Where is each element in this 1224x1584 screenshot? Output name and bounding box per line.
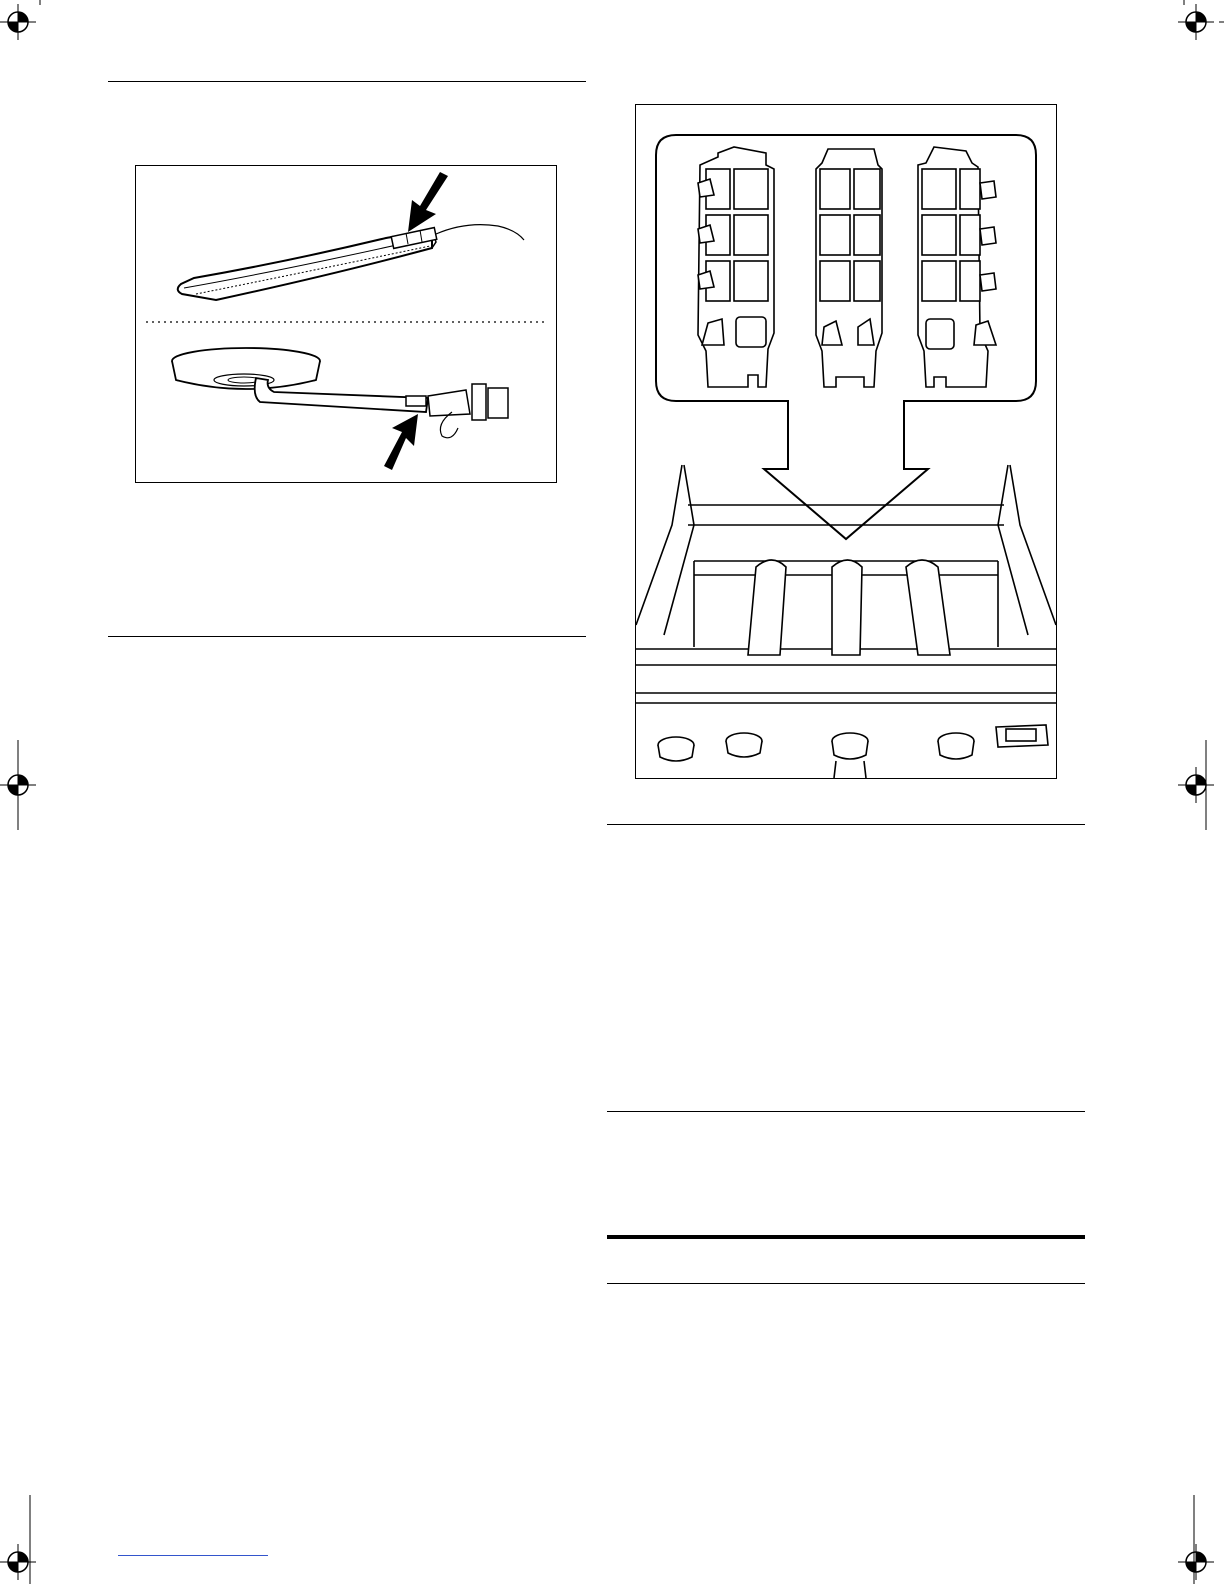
section-rule-right-2 xyxy=(607,1111,1085,1112)
footer-link-underline xyxy=(118,1555,268,1556)
section-rule-right-thick xyxy=(607,1235,1085,1239)
section-rule-top-left xyxy=(108,81,586,82)
burner-tube-and-side-burner-drawing-icon xyxy=(136,166,556,482)
section-rule-right-1 xyxy=(607,824,1085,825)
burner-tube-figure xyxy=(135,165,557,483)
flavorizer-bars-figure xyxy=(635,104,1057,779)
section-rule-mid-left xyxy=(108,636,586,637)
flavorizer-bars-over-burner-tubes-drawing-icon xyxy=(636,105,1056,778)
section-rule-right-3 xyxy=(607,1283,1085,1284)
